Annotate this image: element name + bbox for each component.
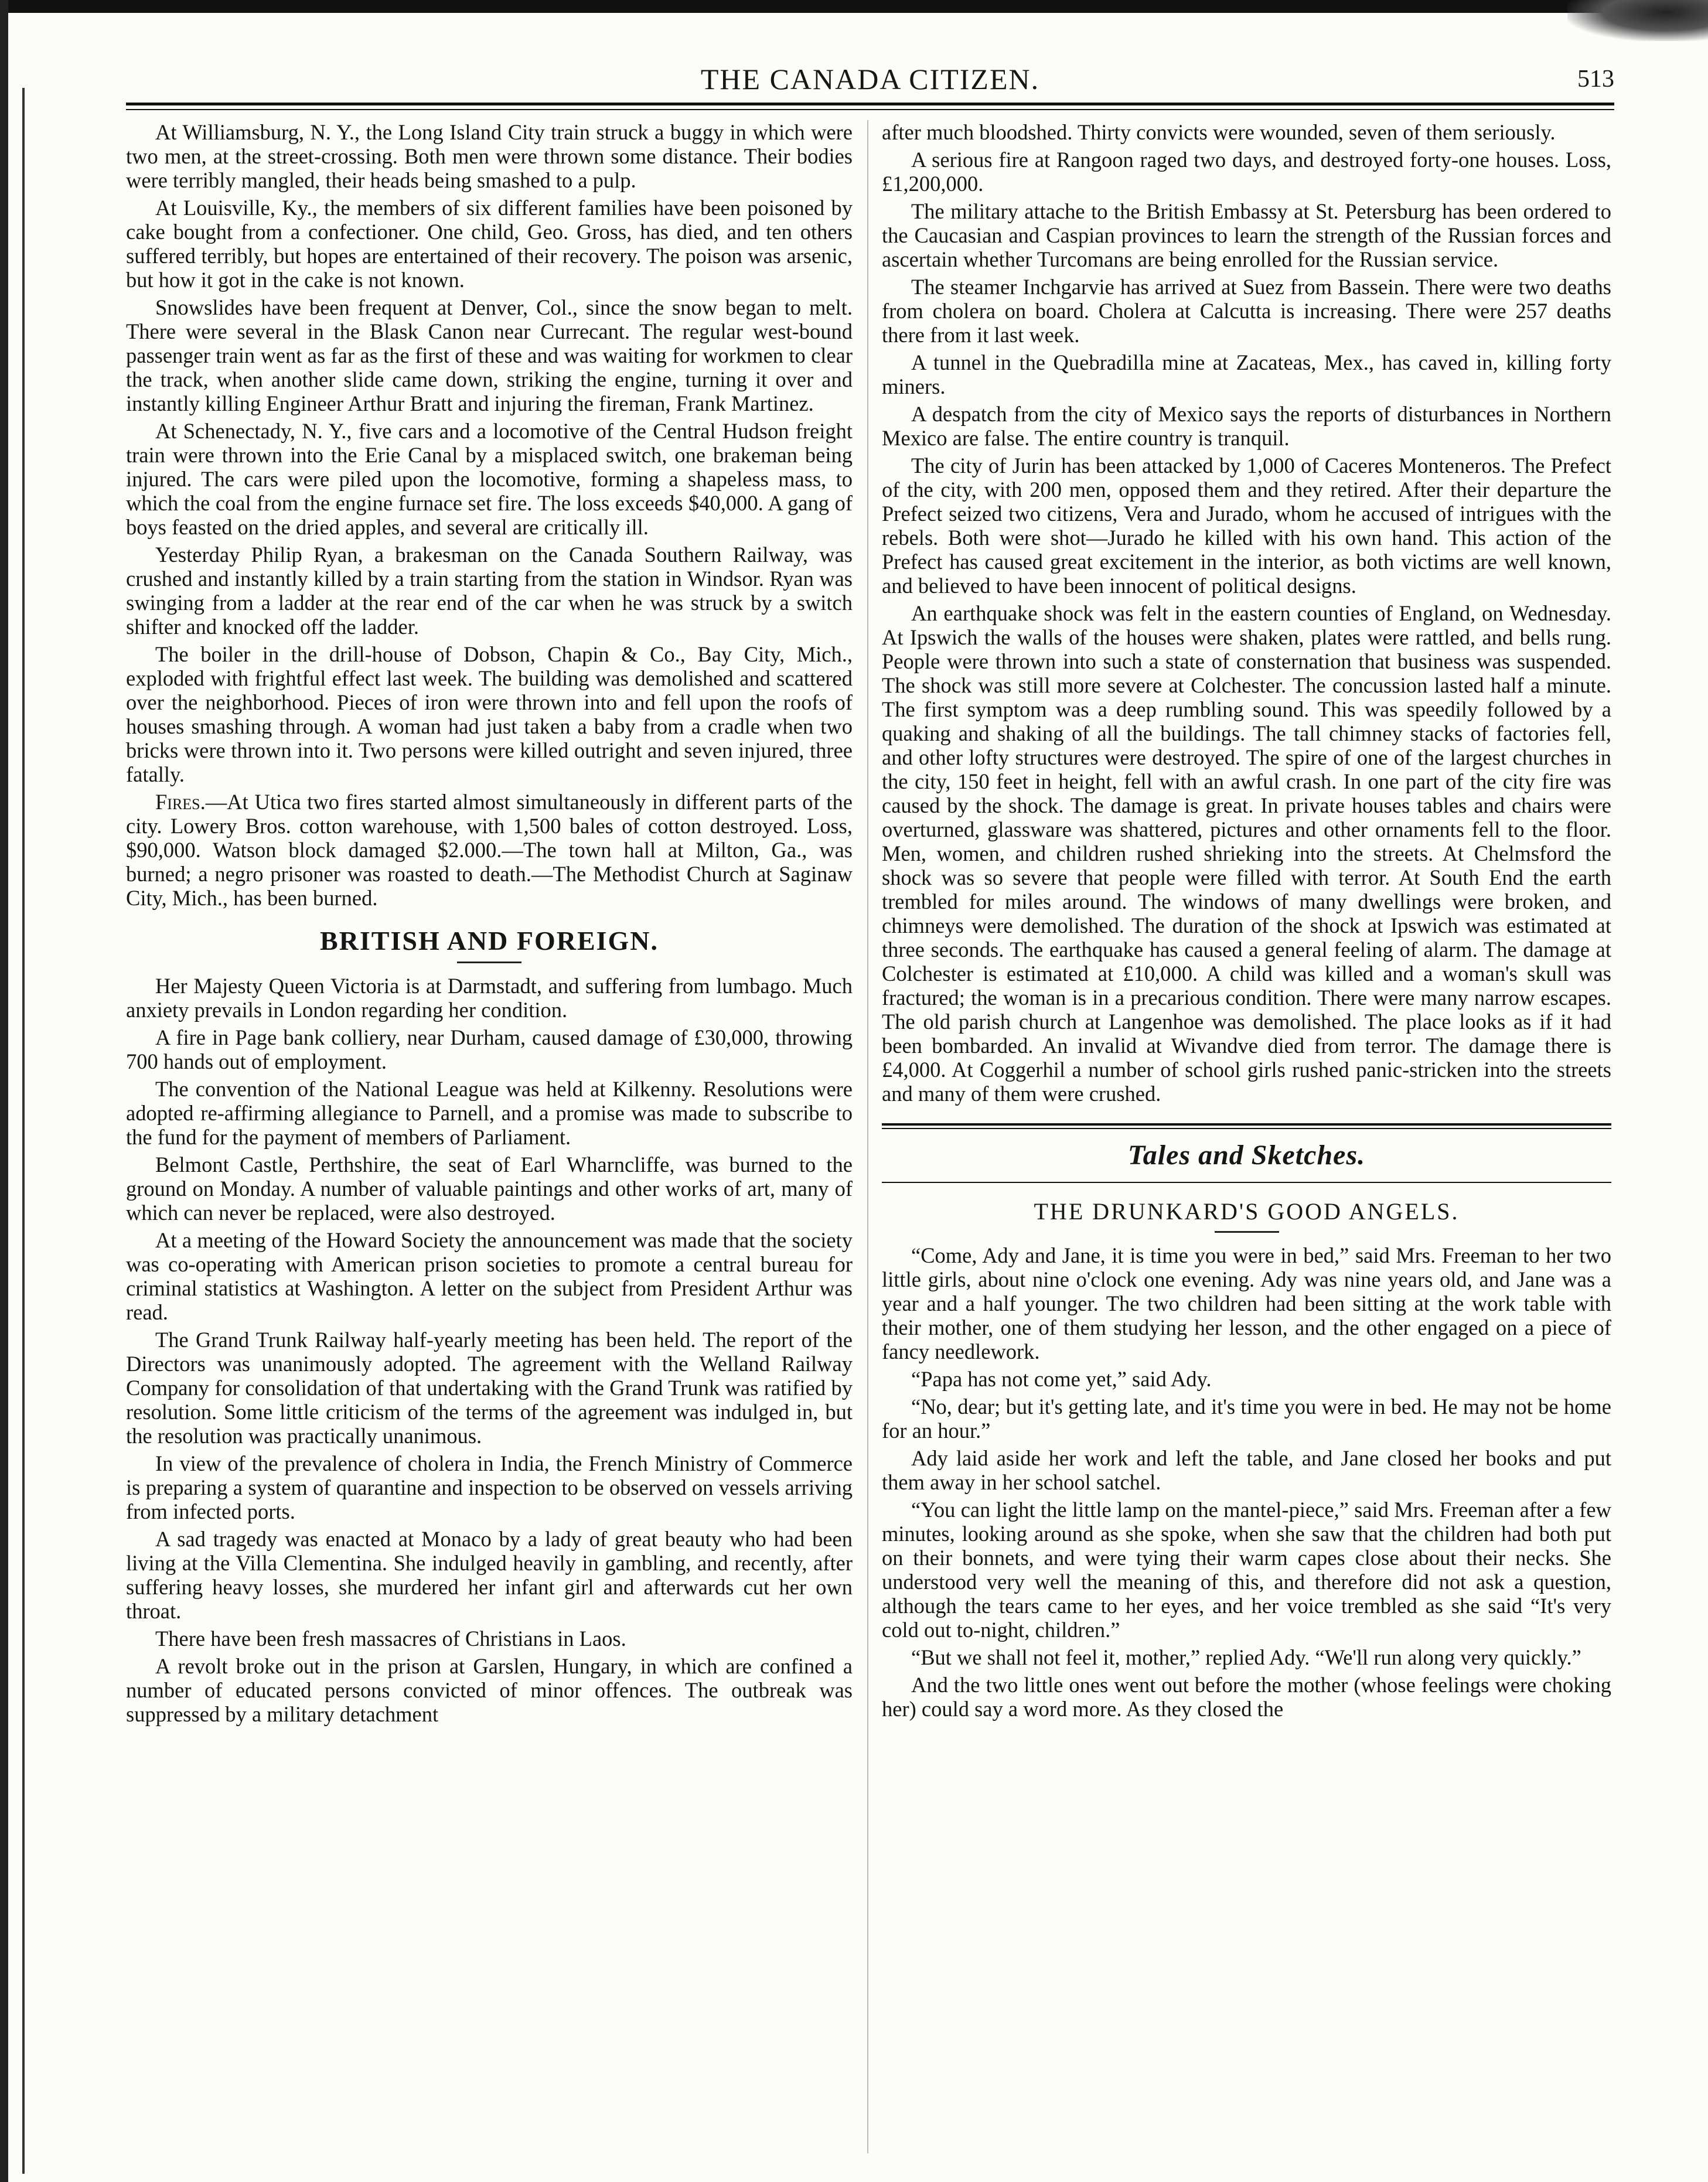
- foreign-paragraph: There have been fresh massacres of Christians in Laos.: [155, 1627, 626, 1651]
- news-paragraph: At Williamsburg, N. Y., the Long Island City train struck a buggy in which were two men, at the street-crossing. Both men were thrown some distance. Their bodies were terribly mangled, their heads being smashed to a pulp.: [126, 120, 853, 192]
- foreign-paragraph: A serious fire at Rangoon raged two days, and destroyed forty-one houses. Loss, £1,200,000.: [882, 148, 1611, 196]
- story-title: THE DRUNKARD'S GOOD ANGELS.: [1034, 1198, 1460, 1225]
- foreign-paragraph: A despatch from the city of Mexico says the reports of disturbances in Northern Mexico are false. The entire country is tranquil.: [882, 402, 1611, 450]
- foreign-paragraph: The military attache to the British Embassy at St. Petersburg has been ordered to the Caucasian and Caspian provinces to learn the strength of the Russian forces and ascertain whether Turcomans are being enrolled for the Russian service.: [882, 199, 1611, 271]
- header-rule-thin: [126, 109, 1614, 110]
- section-heading-british-foreign: BRITISH AND FOREIGN.: [319, 926, 659, 956]
- section-rule-below: [882, 1182, 1611, 1183]
- foreign-paragraph: The city of Jurin has been attacked by 1,000 of Caceres Monteneros. The Prefect of the city, with 200 men, opposed them and they retired. After their departure the Prefect seized two citizens, Vera and Jurado, whom he accused of intrigues with the rebels. Both were shot—Jurado he killed with his own hand. This action of the Prefect has caused great excitement in the interior, as both victims are well known, and believed to have been innocent of political designs.: [882, 454, 1611, 598]
- right-column: [882, 120, 1611, 2159]
- masthead-title: THE CANADA CITIZEN.: [700, 63, 1040, 96]
- story-paragraph: Ady laid aside her work and left the table, and Jane closed her books and put them away in her school satchel.: [882, 1446, 1611, 1494]
- foreign-paragraph-continued: after much bloodshed. Thirty convicts were wounded, seven of them seriously.: [882, 120, 1556, 144]
- foreign-paragraph: A revolt broke out in the prison at Garslen, Hungary, in which are confined a number of educated persons convicted of minor offences. The outbreak was suppressed by a military detachment: [126, 1654, 853, 1726]
- section-rule-thin: [882, 1128, 1611, 1129]
- foreign-paragraph: Her Majesty Queen Victoria is at Darmstadt, and suffering from lumbago. Much anxiety prevails in London regarding her condition.: [126, 974, 853, 1022]
- news-paragraph: Snowslides have been frequent at Denver, Col., since the snow began to melt. There were several in the Blask Canon near Currecant. The regular west-bound passenger train went as far as the first of these and was waiting for workmen to clear the track, when another slide came down, striking the engine, turning it over and instantly killing Engineer Arthur Bratt and injuring the fireman, Frank Martinez.: [126, 295, 853, 415]
- story-paragraph: “But we shall not feel it, mother,” replied Ady. “We'll run along very quickly.”: [911, 1645, 1581, 1669]
- foreign-paragraph: At a meeting of the Howard Society the announcement was made that the society was co-operating with American prison societies to promote a central bureau for criminal statistics at Washington. A letter on the subject from President Arthur was read.: [126, 1228, 853, 1324]
- story-paragraph: “You can light the little lamp on the mantel-piece,” said Mrs. Freeman after a few minutes, looking around as she spoke, when she saw that the children had both put on their bonnets, and were tying their warm capes close about their necks. She understood very well the meaning of this, and therefore did not ask a question, although the tears came to her eyes, and her voice trembled as she said “It's very cold out to-night, children.”: [882, 1498, 1611, 1642]
- foreign-paragraph: In view of the prevalence of cholera in India, the French Ministry of Commerce is preparing a system of quarantine and inspection to be observed on vessels arriving from infected ports.: [126, 1451, 853, 1523]
- scan-binding-line: [22, 88, 25, 2174]
- section-rule-thick: [882, 1123, 1611, 1126]
- fires-paragraph: [126, 790, 853, 910]
- column-divider: [867, 120, 868, 2153]
- foreign-paragraph: The steamer Inchgarvie has arrived at Suez from Bassein. There were two deaths from cholera on board. Cholera at Calcutta is increasing. There were 257 deaths there from it last week.: [882, 275, 1611, 347]
- foreign-paragraph: The convention of the National League was held at Kilkenny. Resolutions were adopted re-affirming allegiance to Parnell, and a promise was made to subscribe to the fund for the payment of members of Parliament.: [126, 1077, 853, 1149]
- foreign-paragraph: The Grand Trunk Railway half-yearly meeting has been held. The report of the Directors was unanimously adopted. The agreement with the Welland Railway Company for consolidation of that undertaking with the Grand Trunk was ratified by resolution. Some little criticism of the terms of the agreement was indulged in, but the resolution was practically unanimous.: [126, 1328, 853, 1448]
- story-paragraph: “No, dear; but it's getting late, and it's time you were in bed. He may not be home for an hour.”: [882, 1395, 1611, 1443]
- foreign-paragraph: A fire in Page bank colliery, near Durham, caused damage of £30,000, throwing 700 hands out of employment.: [126, 1025, 853, 1073]
- page-header: [126, 56, 1614, 105]
- news-paragraph: At Schenectady, N. Y., five cars and a locomotive of the Central Hudson freight train were thrown into the Erie Canal by a misplaced switch, one brakeman being injured. The cars were piled upon the locomotive, forming a shapeless mass, to which the coal from the engine furnace set fire. The loss exceeds $40,000. A gang of boys feasted on the dried apples, and several are critically ill.: [126, 419, 853, 539]
- scan-top-edge: [0, 0, 1708, 13]
- story-paragraph: “Papa has not come yet,” said Ady.: [911, 1367, 1212, 1391]
- left-column: [126, 120, 853, 2159]
- news-paragraph: The boiler in the drill-house of Dobson, Chapin & Co., Bay City, Mich., exploded with frightful effect last week. The building was demolished and scattered over the neighborhood. Pieces of iron were thrown into and fell upon the roofs of houses smashing through. A woman had just taken a baby from a cradle when two bricks were thrown into it. Two persons were killed outright and seven injured, three fatally.: [126, 642, 853, 786]
- foreign-paragraph: A sad tragedy was enacted at Monaco by a lady of great beauty who had been living at the Villa Clementina. She indulged heavily in gambling, and recently, after suffering heavy losses, she murdered her infant girl and afterwards cut her own throat.: [126, 1527, 853, 1623]
- scan-ink-blot: [1567, 0, 1708, 41]
- fires-text: —At Utica two fires started almost simultaneously in different parts of the city. Lowery Bros. cotton warehouse, with 1,500 bales of cotton destroyed. Loss, $90,000. Watson block damaged $2.000.—The town hall at Milton, Ga., was burned; a negro prisoner was roasted to death.—The Methodist Church at Saginaw City, Mich., has been burned.: [126, 790, 853, 910]
- fires-label: Fires.: [155, 790, 206, 814]
- section-heading-tales-sketches: Tales and Sketches.: [1127, 1140, 1366, 1171]
- page-number: 513: [1577, 66, 1614, 93]
- news-paragraph: Yesterday Philip Ryan, a brakesman on the Canada Southern Railway, was crushed and instantly killed by a train starting from the station in Windsor. Ryan was swinging from a ladder at the rear end of the car when he was struck by a switch shifter and knocked off the ladder.: [126, 543, 853, 639]
- foreign-paragraph: An earthquake shock was felt in the eastern counties of England, on Wednesday. At Ipswich the walls of the houses were shaken, plates were rattled, and bells rung. People were thrown into such a state of consternation that business was suspended. The shock was still more severe at Colchester. The concussion lasted half a minute. The first symptom was a deep rumbling sound. This was speedily followed by a quaking and shaking of all the buildings. The tall chimney stacks of factories fell, and other lofty structures were destroyed. The spire of one of the largest churches in the city, 150 feet in height, fell with an awful crash. In one part of the city fire was caused by the shock. The damage is great. In private houses tables and chairs were overturned, glassware was shattered, pictures and other ornaments fell to the floor. Men, women, and children rushed shrieking into the streets. At Chelmsford the shock was so severe that people were filled with terror. At South End the earth trembled for miles around. The windows of many dwellings were broken, and chimneys were demolished. The duration of the shock at Ipswich was estimated at three seconds. The earthquake has caused a general feeling of alarm. The damage at Colchester is estimated at £10,000. A child was killed and a woman's skull was fractured; the woman is in a precarious condition. There were many narrow escapes. The old parish church at Langenhoe was demolished. The place looks as if it had been bombarded. An invalid at Wivandve died from terror. The damage there is £4,000. At Coggerhil a number of school girls rushed panic-stricken into the streets and many of them were crushed.: [882, 601, 1611, 1106]
- story-paragraph: “Come, Ady and Jane, it is time you were in bed,” said Mrs. Freeman to her two little girls, about nine o'clock one evening. Ady was nine years old, and Jane was a year and a half younger. The two children had been sitting at the work table with their mother, one of them studying her lesson, and the other engaged on a piece of fancy needlework.: [882, 1243, 1611, 1363]
- header-rule-thick: [126, 103, 1614, 105]
- news-paragraph: At Louisville, Ky., the members of six different families have been poisoned by cake bought from a confectioner. One child, Geo. Gross, has died, and ten others suffered terribly, but hopes are entertained of their recovery. The poison was arsenic, but how it got in the cake is not known.: [126, 196, 853, 292]
- heading-underline: [457, 962, 521, 963]
- foreign-paragraph: Belmont Castle, Perthshire, the seat of Earl Wharncliffe, was burned to the ground on Monday. A number of valuable paintings and other works of art, many of which can never be replaced, were also destroyed.: [126, 1153, 853, 1225]
- foreign-paragraph: A tunnel in the Quebradilla mine at Zacateas, Mex., has caved in, killing forty miners.: [882, 350, 1611, 398]
- story-title-underline: [1215, 1231, 1279, 1233]
- story-paragraph: And the two little ones went out before the mother (whose feelings were choking her) could say a word more. As they closed the: [882, 1673, 1611, 1721]
- scan-binding-edge: [0, 0, 8, 2182]
